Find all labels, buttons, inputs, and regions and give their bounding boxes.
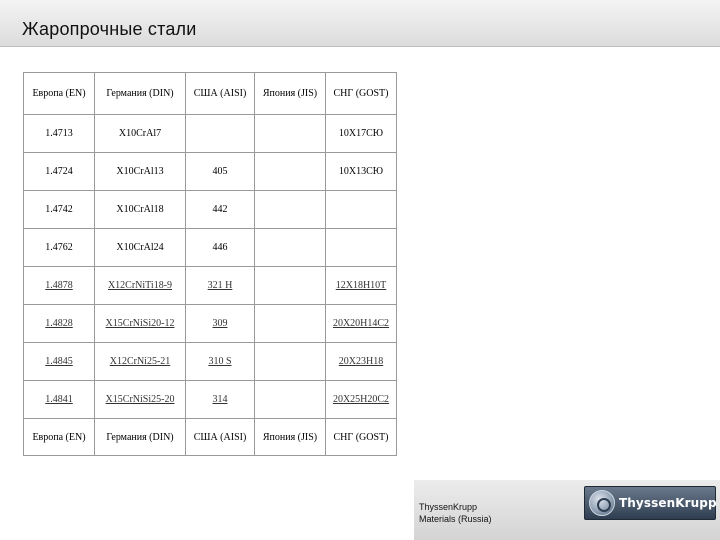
table-cell (186, 115, 255, 153)
table-cell (24, 305, 95, 343)
table-cell-text: 1.4878 (45, 280, 73, 291)
table-cell-text: 309 (212, 318, 228, 329)
table-cell (326, 343, 397, 381)
table-cell (95, 381, 186, 419)
company-division: Materials (Russia) (419, 514, 492, 524)
footer-cell-text: СНГ (GOST) (333, 431, 389, 443)
table-cell-text: 20X23H18 (338, 356, 384, 367)
table-cell (255, 153, 326, 191)
footer-cell (255, 419, 326, 456)
table-cell-text: 310 S (208, 356, 232, 367)
table-cell-text: X10CrAl18 (116, 204, 164, 215)
footer-cell-text: США (AISI) (193, 431, 247, 443)
table-row (24, 191, 397, 229)
table-cell (186, 343, 255, 381)
table-cell (186, 305, 255, 343)
table-cell-text: X12CrNi25-21 (109, 356, 171, 367)
table-cell (95, 153, 186, 191)
footer-cell (24, 419, 95, 456)
table-row (24, 267, 397, 305)
steel-comparison-table (23, 72, 397, 456)
slide-header (0, 0, 720, 47)
table-cell-text: 314 (212, 394, 228, 405)
table-cell-text: 446 (212, 242, 228, 253)
footer-cell-text: Япония (JIS) (262, 431, 318, 443)
table-cell (95, 305, 186, 343)
footer-cell (186, 419, 255, 456)
table-cell (95, 343, 186, 381)
table-cell (95, 115, 186, 153)
table-row (24, 153, 397, 191)
table-cell-text: 1.4841 (45, 394, 73, 405)
header-cell-text: Европа (EN) (32, 88, 86, 99)
footer-cell-text: Европа (EN) (32, 431, 86, 443)
table-cell-text: X12CrNiTi18-9 (107, 280, 173, 291)
company-logo (584, 486, 716, 520)
logo-emblem-icon (589, 490, 615, 516)
table-cell (326, 381, 397, 419)
table-cell-text: 10X13CЮ (338, 166, 384, 177)
table-header-row (24, 73, 397, 115)
table-cell (326, 115, 397, 153)
table-cell (24, 229, 95, 267)
table-cell (186, 191, 255, 229)
table-cell-text: X15CrNiSi20-12 (105, 318, 175, 329)
table-cell (326, 267, 397, 305)
header-cell-text: Япония (JIS) (262, 88, 318, 99)
table-cell (186, 153, 255, 191)
company-name: ThyssenKrupp (419, 502, 478, 512)
table-cell (255, 381, 326, 419)
footer-cell (95, 419, 186, 456)
table-cell-text: 405 (212, 166, 228, 177)
table-cell (255, 343, 326, 381)
table-row (24, 343, 397, 381)
table-cell (95, 229, 186, 267)
table-cell-text: 12X18H10T (335, 280, 387, 291)
table-cell (326, 305, 397, 343)
header-cell (95, 73, 186, 115)
table-row (24, 381, 397, 419)
table-cell (24, 191, 95, 229)
table-row (24, 229, 397, 267)
table-cell (255, 115, 326, 153)
table-cell (186, 381, 255, 419)
table-cell-text: 442 (212, 204, 228, 215)
slide-title: Жаропрочные стали (22, 19, 197, 39)
table-cell-text: 1.4845 (45, 356, 73, 367)
table-cell (326, 191, 397, 229)
header-cell-text: СНГ (GOST) (333, 88, 389, 99)
footer-cell (326, 419, 397, 456)
table-cell-text: 1.4713 (45, 128, 73, 139)
table-cell (95, 267, 186, 305)
table-cell (24, 343, 95, 381)
header-cell-text: США (AISI) (193, 88, 247, 99)
logo-text: ThyssenKrupp (619, 496, 717, 510)
table-cell-text: X15CrNiSi25-20 (105, 394, 175, 405)
header-cell (186, 73, 255, 115)
table-cell-text: X10CrAl7 (118, 128, 162, 139)
table-cell (255, 229, 326, 267)
table-cell-text: 1.4828 (45, 318, 73, 329)
header-cell (255, 73, 326, 115)
table-cell (24, 115, 95, 153)
table-cell-text: X10CrAl24 (116, 242, 164, 253)
table-cell-text: 10X17CЮ (338, 128, 384, 139)
table-cell (24, 267, 95, 305)
header-cell (326, 73, 397, 115)
table-cell (186, 267, 255, 305)
table-row (24, 305, 397, 343)
table-cell (24, 381, 95, 419)
table-footer-row (24, 419, 397, 456)
table-cell (326, 153, 397, 191)
table-cell-text: 1.4742 (45, 204, 73, 215)
table-cell (326, 229, 397, 267)
table-cell-text: 20X20H14C2 (332, 318, 390, 329)
table-cell-text: X10CrAl13 (116, 166, 164, 177)
table-cell (255, 305, 326, 343)
table-cell-text: 1.4762 (45, 242, 73, 253)
table-cell (24, 153, 95, 191)
table-cell-text: 1.4724 (45, 166, 73, 177)
table-cell (255, 267, 326, 305)
header-cell (24, 73, 95, 115)
header-cell-text: Германия (DIN) (106, 88, 174, 99)
table-cell-text: 321 H (207, 280, 233, 291)
table-cell (186, 229, 255, 267)
footer-cell-text: Германия (DIN) (106, 431, 174, 443)
table-cell (95, 191, 186, 229)
table-cell-text: 20X25H20C2 (332, 394, 390, 405)
table-row (24, 115, 397, 153)
table-cell (255, 191, 326, 229)
